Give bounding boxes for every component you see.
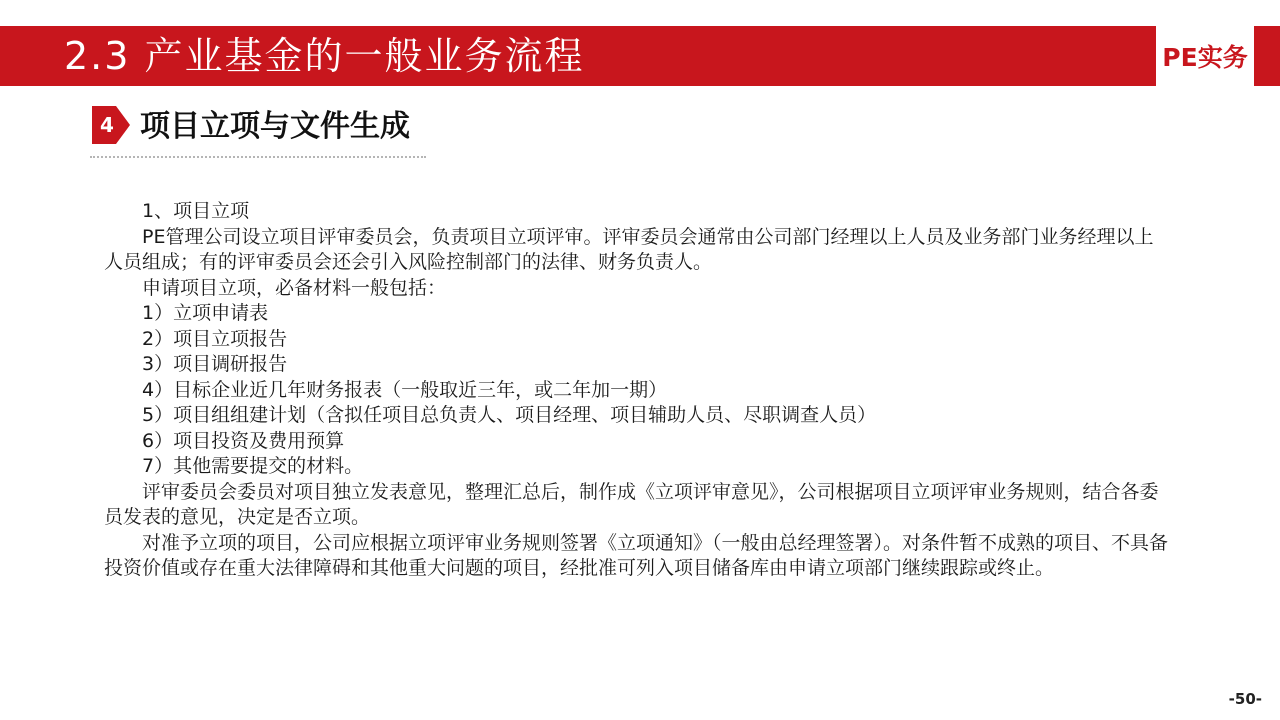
list-item: 1）立项申请表 <box>142 302 269 324</box>
arrow-badge-icon <box>92 106 130 144</box>
paragraph: 申请项目立项，必备材料一般包括： <box>142 276 447 299</box>
list-item: 2）项目立项报告 <box>142 327 288 350</box>
header-bar <box>0 26 1156 86</box>
section-number-badge <box>92 106 130 144</box>
list-item: 4）目标企业近几年财务报表（一般取近三年，或二年加一期） <box>142 378 668 401</box>
section-number: 4 <box>100 113 114 137</box>
header-accent-strip <box>1254 26 1280 86</box>
paragraph-heading: 1、项目立项 <box>142 200 250 222</box>
section-divider <box>90 156 426 158</box>
brand-logo: PE实务 <box>1162 43 1248 72</box>
page-number: -50- <box>1228 690 1262 708</box>
list-item: 6）项目投资及费用预算 <box>142 429 345 452</box>
list-item: 5）项目组组建计划（含拟任项目总负责人、项目经理、项目辅助人员、尽职调查人员） <box>142 404 877 426</box>
paragraph: 对准予立项的项目，公司应根据立项评审业务规则签署《立项通知》（一般由总经理签署）。对条件暂不成熟的项目、不具备投资价值或存在重大法律障碍和其他重大问题的项目，经批准可列入项目储备库由申请立项部门继续跟踪或终止。 <box>104 531 1169 579</box>
paragraph: 评审委员会委员对项目独立发表意见，整理汇总后，制作成《立项评审意见》，公司根据项目立项评审业务规则，结合各委员发表的意见，决定是否立项。 <box>104 480 1159 528</box>
body-text <box>104 199 1170 582</box>
list-item: 3）项目调研报告 <box>142 353 288 375</box>
brand-logo-box <box>1156 26 1254 86</box>
paragraph: PE管理公司设立项目评审委员会，负责项目立项评审。评审委员会通常由公司部门经理以上人员及业务部门业务经理以上人员组成；有的评审委员会还会引入风险控制部门的法律、财务负责人。 <box>104 225 1154 273</box>
list-item: 7）其他需要提交的材料。 <box>142 455 364 477</box>
section-title: 项目立项与文件生成 <box>140 109 410 144</box>
slide-title: 2.3 产业基金的一般业务流程 <box>64 34 585 78</box>
